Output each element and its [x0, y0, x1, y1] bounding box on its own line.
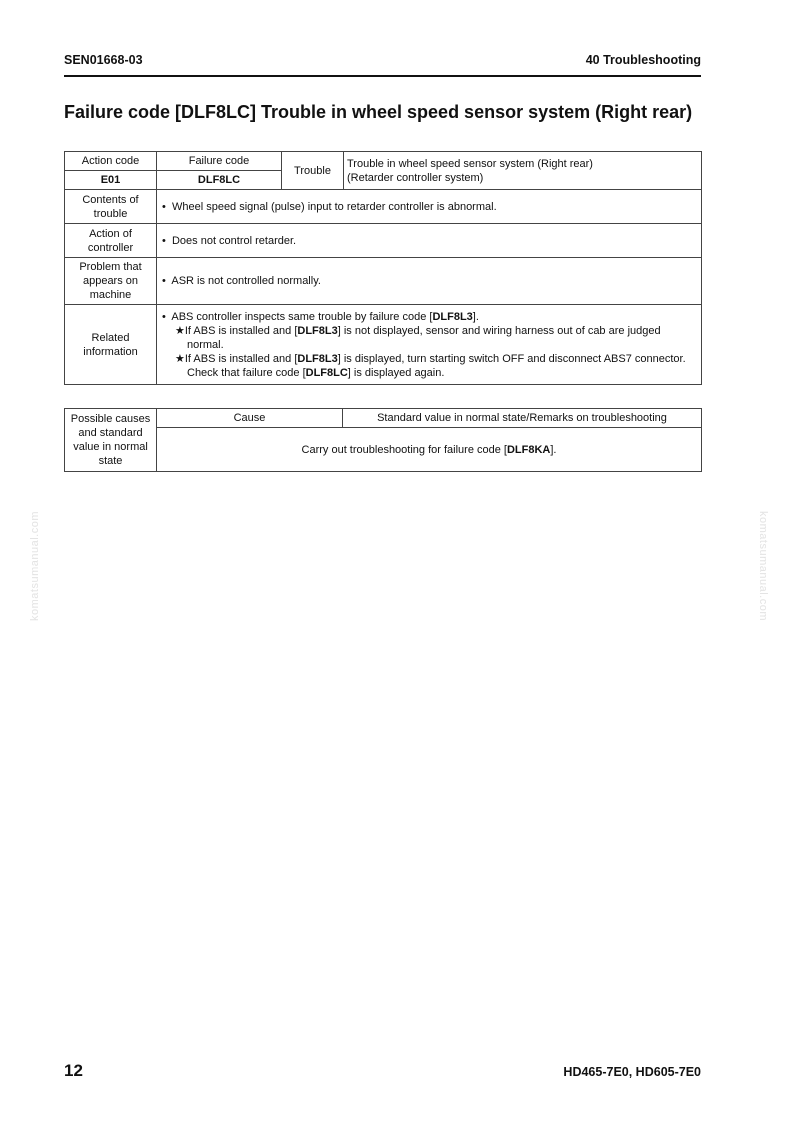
- trouble-description: [344, 152, 702, 190]
- standard-value-header: Standard value in normal state/Remarks on troubleshooting: [343, 409, 702, 428]
- related-sub-2: ★If ABS is installed and [DLF8L3] is displayed, turn starting switch OFF and disconnect ABS7 connector. Check that failure code [DLF8LC] is displayed again.: [175, 352, 686, 379]
- page-header: [64, 53, 701, 77]
- model-name: HD465-7E0, HD605-7E0: [563, 1065, 701, 1079]
- watermark-right: komatsumanual.com: [757, 511, 769, 621]
- possible-causes-table: [64, 408, 702, 472]
- page-number: 12: [64, 1061, 83, 1080]
- possible-causes-label: Possible causes and standard value in normal state: [65, 409, 157, 472]
- page-title: Failure code [DLF8LC] Trouble in wheel speed sensor system (Right rear): [64, 102, 693, 122]
- related-information-label: Related information: [65, 305, 157, 385]
- contents-of-trouble-value: Wheel speed signal (pulse) input to retarder controller is abnormal.: [171, 200, 497, 213]
- trouble-description-line1: Trouble in wheel speed sensor system (Right rear): [347, 157, 593, 170]
- star-icon: ★: [175, 352, 185, 365]
- trouble-description-line2: (Retarder controller system): [347, 171, 484, 184]
- related-sub-1: ★If ABS is installed and [DLF8L3] is not displayed, sensor and wiring harness out of cab are judged normal.: [175, 324, 661, 351]
- document-code: SEN01668-03: [64, 53, 143, 67]
- watermark-left: komatsumanual.com: [29, 511, 41, 621]
- action-of-controller-value: Does not control retarder.: [171, 234, 297, 247]
- causes-body: Carry out troubleshooting for failure code [DLF8KA].: [157, 428, 702, 472]
- section-title: 40 Troubleshooting: [585, 53, 701, 67]
- star-icon: ★: [175, 324, 185, 337]
- cause-header: Cause: [157, 409, 343, 428]
- problem-on-machine-value: ASR is not controlled normally.: [171, 275, 321, 287]
- failure-code-value: DLF8LC: [157, 171, 282, 190]
- problem-on-machine-text: • ASR is not controlled normally.: [157, 258, 702, 305]
- related-bullet-1: • ABS controller inspects same trouble by failure code [DLF8L3].: [162, 310, 479, 323]
- problem-on-machine-label: Problem that appears on machine: [65, 258, 157, 305]
- failure-info-table: [64, 151, 702, 385]
- contents-of-trouble-text: • Wheel speed signal (pulse) input to retarder controller is abnormal.: [157, 190, 702, 224]
- action-code-label: Action code: [65, 152, 157, 171]
- related-information-text: [157, 305, 702, 385]
- trouble-label: Trouble: [282, 152, 344, 190]
- action-code-value: E01: [65, 171, 157, 190]
- failure-code-label: Failure code: [157, 152, 282, 171]
- action-of-controller-label: Action of controller: [65, 224, 157, 258]
- contents-of-trouble-label: Contents of trouble: [65, 190, 157, 224]
- action-of-controller-text: • Does not control retarder.: [157, 224, 702, 258]
